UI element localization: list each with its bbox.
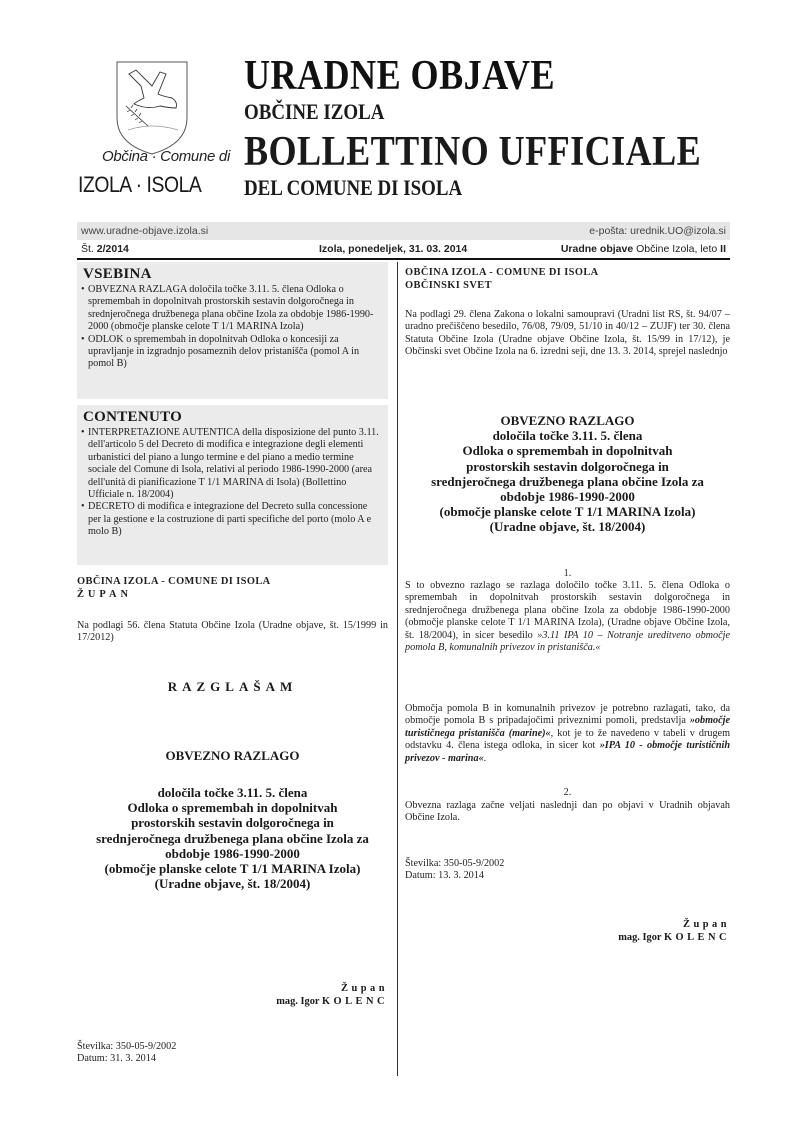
masthead-subtitle-it: DEL COMUNE DI ISOLA bbox=[244, 175, 463, 200]
article-1-text bbox=[405, 580, 730, 654]
act-title-line: obdobje 1986-1990-2000 bbox=[500, 489, 635, 505]
act-title-line: (Uradne objave, št. 18/2004) bbox=[489, 519, 646, 535]
paragraph-text: . bbox=[483, 752, 487, 764]
right-issuer bbox=[405, 266, 730, 292]
act-title-line: prostorskih sestavin dolgoročnega in bbox=[466, 458, 669, 474]
paragraph-emphasis: »IPA 10 - območje turističnih privezov - marina« bbox=[405, 740, 730, 764]
publication-info bbox=[561, 243, 726, 255]
right-act-title bbox=[405, 413, 730, 535]
act-subtitle-line: (Uradne objave, št. 18/2004) bbox=[154, 876, 311, 892]
logo-caption-town: IZOLA · ISOLA bbox=[78, 172, 202, 197]
signature-name-line bbox=[77, 995, 388, 1008]
email-link[interactable]: e-pošta: urednik.UO@izola.si bbox=[589, 225, 726, 237]
left-intro: Na podlagi 56. člena Statuta Občine Izola (Uradne objave, št. 15/1999 in 17/2012) bbox=[77, 620, 388, 644]
contents-list-it bbox=[77, 427, 388, 539]
act-subtitle-line: prostorskih sestavin dolgoročnega in bbox=[131, 815, 334, 831]
paragraph-text: , kot je to že navedeno v tabeli v drugem odstavku 4. člena istega odloka, in sicer kot bbox=[405, 727, 730, 752]
issue-prefix: Št. bbox=[81, 243, 94, 255]
contents-item[interactable]: • INTERPRETAZIONE AUTENTICA della disposizione del punto 3.11. dell'articolo 5 del Decreto di modifica e integrazione degli elementi urbanistici del piano a lungo termine e del piano a medio termine sociale del Comune di Isola, relativi al periodo 1986-1990-2000 (area dell'unità di pianificazione T 1/1 MARINA di Isola) (Bollettino Ufficiale n. 18/2004) bbox=[81, 427, 382, 501]
article-2-number: 2. bbox=[563, 787, 572, 798]
act-subtitle-line: Odloka o spremembah in dopolnitvah bbox=[127, 800, 338, 816]
signature-role: Župan bbox=[341, 983, 388, 994]
reference-date: Datum: 13. 3. 2014 bbox=[405, 870, 484, 882]
proclamation: RAZGLAŠAM bbox=[167, 679, 298, 694]
issuer-body: OBČINSKI SVET bbox=[405, 280, 492, 291]
left-signature bbox=[77, 982, 388, 1008]
contents-list-sl bbox=[77, 284, 388, 371]
signature-prefix: mag. Igor bbox=[276, 996, 320, 1007]
column-divider bbox=[397, 262, 398, 1076]
signature-name-line bbox=[405, 931, 730, 944]
contents-box-sl bbox=[77, 262, 388, 399]
right-reference bbox=[405, 858, 730, 883]
website-link[interactable]: www.uradne-objave.izola.si bbox=[81, 225, 209, 237]
contents-title-sl: VSEBINA bbox=[83, 266, 152, 282]
act-title-line: določila točke 3.11. 5. člena bbox=[492, 428, 643, 444]
act-title-line: srednjeročnega družbenega plana občine Izola za bbox=[431, 473, 704, 489]
logo-caption-municipality: Občina · Comune di bbox=[102, 148, 230, 165]
act-subtitle-line: (območje planske celote T 1/1 MARINA Izola) bbox=[104, 861, 361, 877]
publication-rest: Občine Izola, leto bbox=[636, 243, 718, 255]
article-1-paragraph-2 bbox=[405, 703, 730, 765]
paragraph-emphasis: »območje turističnega pristanišča (marine)« bbox=[405, 715, 730, 739]
izola-coat-of-arms-dove-icon bbox=[114, 58, 190, 156]
contents-box-it bbox=[77, 405, 388, 565]
reference-number: Številka: 350-05-9/2002 bbox=[405, 858, 505, 869]
left-issuer bbox=[77, 575, 388, 601]
issuer-role: ŽUPAN bbox=[77, 589, 133, 600]
article-1-body: S to obvezno razlago se razlaga določilo točke 3.11. 5. člena Odloka o spremembah in dopolnitvah prostorskih sestavin dolgoročnega in srednjeročnega družbenega plana občine Izola za obdobje 1986-1990-2000 (območje planske celote T 1/1 MARINA Izola), (Uradne objave Občine Izola, št. 18/2004), in sicer besedilo bbox=[405, 580, 730, 641]
left-act-title: OBVEZNO RAZLAGO bbox=[165, 748, 300, 763]
act-title-line: OBVEZNO RAZLAGO bbox=[500, 413, 635, 428]
issue-date: Izola, ponedeljek, 31. 03. 2014 bbox=[319, 243, 468, 255]
act-subtitle-line: določila točke 3.11. 5. člena bbox=[157, 785, 308, 800]
issue-value: 2/2014 bbox=[96, 243, 129, 255]
contents-title-it: CONTENUTO bbox=[83, 409, 183, 425]
signature-prefix: mag. Igor bbox=[618, 932, 662, 943]
contents-item[interactable]: • ODLOK o spremembah in dopolnitvah Odloka o koncesiji za upravljanje in izgradnjo posameznih delov pristanišča (pomol A in pomol B) bbox=[81, 334, 382, 371]
signature-name: KOLENC bbox=[663, 932, 730, 943]
left-act-subtitle bbox=[77, 785, 388, 891]
article-2-text: Obvezna razlaga začne veljati naslednji dan po objavi v Uradnih objavah Občine Izola. bbox=[405, 800, 730, 824]
act-title-line: (območje planske celote T 1/1 MARINA Izola) bbox=[439, 504, 696, 520]
issuer-org: OBČINA IZOLA - COMUNE DI ISOLA bbox=[405, 267, 599, 278]
publication-year: II bbox=[720, 243, 726, 255]
issue-number bbox=[81, 243, 129, 255]
contents-item[interactable]: • DECRETO di modifica e integrazione del Decreto sulla concessione per la gestione e la costruzione di parti specifiche del porto (molo A e molo B) bbox=[81, 501, 382, 538]
right-intro: Na podlagi 29. člena Zakona o lokalni samoupravi (Uradni list RS, št. 94/07 – uradno prečiščeno besedilo, 76/08, 79/09, 51/10 in 40/12 – ZUJF) ter 30. člena Statuta Občine Izola (Uradne objave Občine Izola, št. 15/99 in 17/12), je Občinski svet Občine Izola na 6. izredni seji, dne 13. 3. 2014, sprejel naslednjo bbox=[405, 309, 730, 358]
masthead-title-it: BOLLETTINO UFFICIALE bbox=[244, 129, 702, 175]
article-1-quote: »3.11 IPA 10 – Notranje ureditveno območje pomola B, komunalnih privezov in pristanišča.« bbox=[405, 629, 730, 654]
issuer-org: OBČINA IZOLA - COMUNE DI ISOLA bbox=[77, 576, 271, 587]
masthead-subtitle-sl: OBČINE IZOLA bbox=[244, 99, 385, 124]
contents-item[interactable]: • OBVEZNA RAZLAGA določila točke 3.11. 5. člena Odloka o spremembah in dopolnitvah prostorskih sestavin dolgoročnega in srednjeročnega družbenega plana občine Izola za obdobje 1986-1990-2000 (območje planske celote T 1/1 MARINA Izola) bbox=[81, 284, 382, 334]
signature-name: KOLENC bbox=[321, 996, 388, 1007]
right-signature bbox=[405, 918, 730, 944]
act-subtitle-line: obdobje 1986-1990-2000 bbox=[165, 845, 300, 861]
publication-name: Uradne objave bbox=[560, 243, 634, 255]
coat-of-arms-logo bbox=[114, 58, 190, 156]
act-title-line: Odloka o spremembah in dopolnitvah bbox=[462, 443, 673, 459]
reference-date: Datum: 31. 3. 2014 bbox=[77, 1053, 156, 1065]
article-1-number: 1. bbox=[563, 568, 572, 579]
contact-bar bbox=[77, 222, 730, 240]
reference-number: Številka: 350-05-9/2002 bbox=[77, 1041, 177, 1052]
masthead-title-sl: URADNE OBJAVE bbox=[244, 53, 555, 99]
signature-role: Župan bbox=[683, 919, 730, 930]
left-reference bbox=[77, 1041, 388, 1066]
act-subtitle-line: srednjeročnega družbenega plana občine Izola za bbox=[96, 830, 369, 846]
paragraph-text: Območja pomola B in komunalnih privezov je potrebno razlagati, tako, da območje pomola B s pripadajočimi priveznimi pomoli, predstavlja bbox=[405, 703, 730, 727]
issue-bar bbox=[77, 241, 730, 260]
